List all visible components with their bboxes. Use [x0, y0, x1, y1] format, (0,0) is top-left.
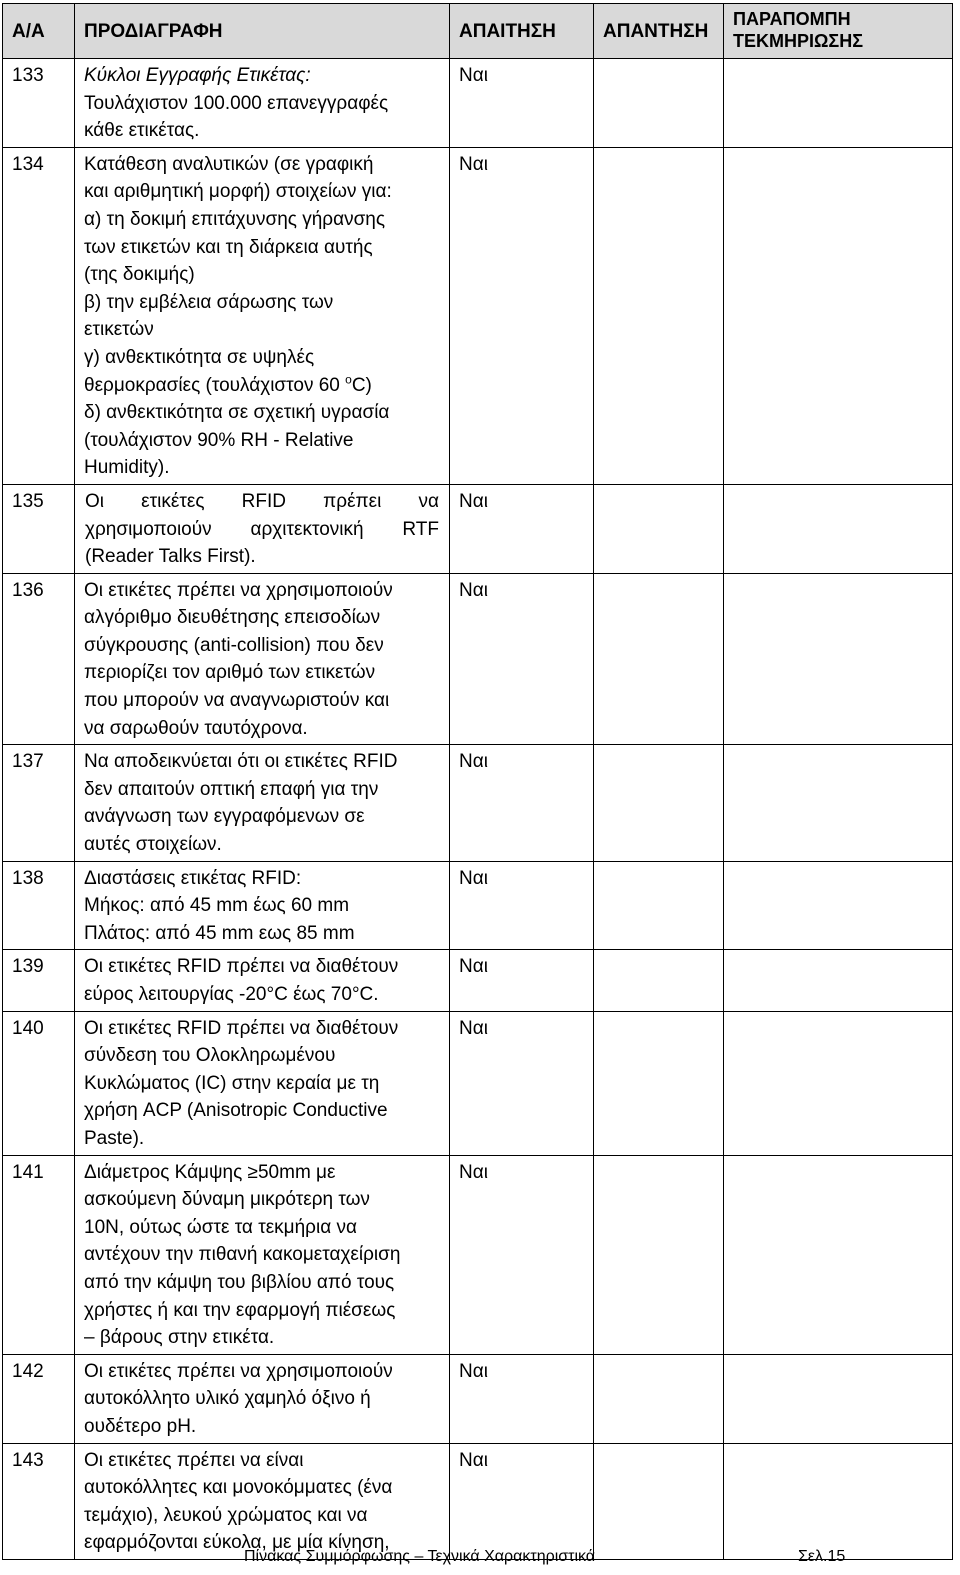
- row-specification: Οι ετικέτες πρέπει να χρησιμοποιούν αυτοκόλλητο υλικό χαμηλό όξινο ή ουδέτερο pH.: [75, 1354, 450, 1443]
- header-reference: [724, 4, 953, 59]
- row-specification: [75, 147, 450, 484]
- page-number: Σελ.15: [798, 1548, 846, 1565]
- table-row: [3, 147, 953, 484]
- row-specification: Οι ετικέτες πρέπει να χρησιμοποιούν αλγόριθμο διευθέτησης επεισοδίων σύγκρουσης (anti-collision) που δεν περιορίζει τον αριθμό των ετικετών που μπορούν να αναγνωριστούν και να σαρωθούν ταυτόχρονα.: [75, 573, 450, 745]
- table-row: [3, 59, 953, 148]
- row-reference: [724, 745, 953, 861]
- row-specification: Οι ετικέτες RFID πρέπει να χρησιμοποιούν αρχιτεκτονική RTF (Reader Talks First).: [75, 484, 450, 573]
- header-reference-line2: ΤΕΚΜΗΡΙΩΣΗΣ: [733, 31, 864, 51]
- row-number: 136: [3, 573, 75, 745]
- table-row: [3, 745, 953, 861]
- row-number: 141: [3, 1155, 75, 1354]
- table-row: [3, 1354, 953, 1443]
- spec-text: Τουλάχιστον 100.000 επανεγγραφές κάθε ετικέτας.: [84, 92, 389, 142]
- row-reference: [724, 573, 953, 745]
- header-answer: ΑΠΑΝΤΗΣΗ: [594, 4, 724, 59]
- footer-title: Πίνακας Συμμόρφωσης – Τεχνικά Χαρακτηριστικά: [244, 1548, 596, 1565]
- row-reference: [724, 1443, 953, 1559]
- row-reference: [724, 1011, 953, 1155]
- table-row: [3, 950, 953, 1011]
- row-number: 133: [3, 59, 75, 148]
- header-requirement: ΑΠΑΙΤΗΣΗ: [450, 4, 594, 59]
- row-requirement: Ναι: [450, 484, 594, 573]
- row-reference: [724, 1354, 953, 1443]
- row-number: 135: [3, 484, 75, 573]
- spec-text: Κατάθεση αναλυτικών (σε γραφική και αριθμητική μορφή) στοιχείων για: α) τη δοκιμή επιτάχυνσης γήρανσης των ετικετών και τη διάρκεια αυτής (της δοκιμής) β) την εμβέλεια σάρωσης των ετικετών γ) ανθεκτικότητα σε υψηλές θερμοκρασίες (τουλάχιστον 60: [84, 153, 392, 396]
- row-number: 142: [3, 1354, 75, 1443]
- row-requirement: Ναι: [450, 1011, 594, 1155]
- row-number: 143: [3, 1443, 75, 1559]
- row-answer: [594, 861, 724, 950]
- row-answer: [594, 59, 724, 148]
- row-requirement: Ναι: [450, 147, 594, 484]
- row-requirement: Ναι: [450, 1443, 594, 1559]
- row-answer: [594, 1443, 724, 1559]
- compliance-table: [2, 3, 953, 1560]
- table-header-row: [3, 4, 953, 59]
- row-number: 140: [3, 1011, 75, 1155]
- row-requirement: Ναι: [450, 1354, 594, 1443]
- header-aa: Α/Α: [3, 4, 75, 59]
- row-specification: Να αποδεικνύεται ότι οι ετικέτες RFID δεν απαιτούν οπτική επαφή για την ανάγνωση των εγγραφόμενων σε αυτές στοιχείων.: [75, 745, 450, 861]
- table-row: [3, 861, 953, 950]
- page-footer: [0, 1546, 960, 1568]
- header-reference-line1: ΠΑΡΑΠΟΜΠΗ: [733, 9, 851, 29]
- row-answer: [594, 1354, 724, 1443]
- table-row: [3, 1011, 953, 1155]
- row-requirement: Ναι: [450, 861, 594, 950]
- row-requirement: Ναι: [450, 59, 594, 148]
- row-specification: [75, 59, 450, 148]
- row-number: 134: [3, 147, 75, 484]
- row-answer: [594, 1011, 724, 1155]
- row-number: 139: [3, 950, 75, 1011]
- row-answer: [594, 950, 724, 1011]
- table-row: [3, 573, 953, 745]
- row-reference: [724, 484, 953, 573]
- row-specification: Διάμετρος Κάμψης ≥50mm με ασκούμενη δύναμη μικρότερη των 10N, ούτως ώστε τα τεκμήρια να αντέχουν την πιθανή κακομεταχείριση από την κάμψη του βιβλίου από τους χρήστες ή και την εφαρμογή πιέσεως – βάρους στην ετικέτα.: [75, 1155, 450, 1354]
- row-requirement: Ναι: [450, 1155, 594, 1354]
- row-answer: [594, 484, 724, 573]
- degree-superscript: o: [345, 372, 352, 387]
- table-row: [3, 484, 953, 573]
- row-reference: [724, 861, 953, 950]
- row-specification: Οι ετικέτες RFID πρέπει να διαθέτουν εύρος λειτουργίας -20°C έως 70°C.: [75, 950, 450, 1011]
- row-answer: [594, 147, 724, 484]
- header-spec: ΠΡΟΔΙΑΓΡΑΦΗ: [75, 4, 450, 59]
- row-reference: [724, 59, 953, 148]
- row-answer: [594, 573, 724, 745]
- row-requirement: Ναι: [450, 745, 594, 861]
- row-number: 138: [3, 861, 75, 950]
- row-specification: Οι ετικέτες RFID πρέπει να διαθέτουν σύνδεση του Ολοκληρωμένου Κυκλώματος (IC) στην κεραία με τη χρήση ACP (Anisotropic Conductive Paste).: [75, 1011, 450, 1155]
- row-specification: Οι ετικέτες πρέπει να είναι αυτοκόλλητες και μονοκόμματες (ένα τεμάχιο), λευκού χρώματος και να εφαρμόζονται εύκολα, με μία κίνηση,: [75, 1443, 450, 1559]
- row-number: 137: [3, 745, 75, 861]
- table-row: [3, 1443, 953, 1559]
- spec-text-tail: C) δ) ανθεκτικότητα σε σχετική υγρασία (τουλάχιστον 90% RH - Relative Humidity).: [84, 374, 390, 479]
- row-requirement: Ναι: [450, 950, 594, 1011]
- row-reference: [724, 147, 953, 484]
- row-reference: [724, 1155, 953, 1354]
- row-answer: [594, 1155, 724, 1354]
- row-reference: [724, 950, 953, 1011]
- table-row: [3, 1155, 953, 1354]
- row-specification: Διαστάσεις ετικέτας RFID: Μήκος: από 45 mm έως 60 mm Πλάτος: από 45 mm εως 85 mm: [75, 861, 450, 950]
- row-requirement: Ναι: [450, 573, 594, 745]
- spec-italic-heading: Κύκλοι Εγγραφής Ετικέτας:: [84, 65, 311, 86]
- row-answer: [594, 745, 724, 861]
